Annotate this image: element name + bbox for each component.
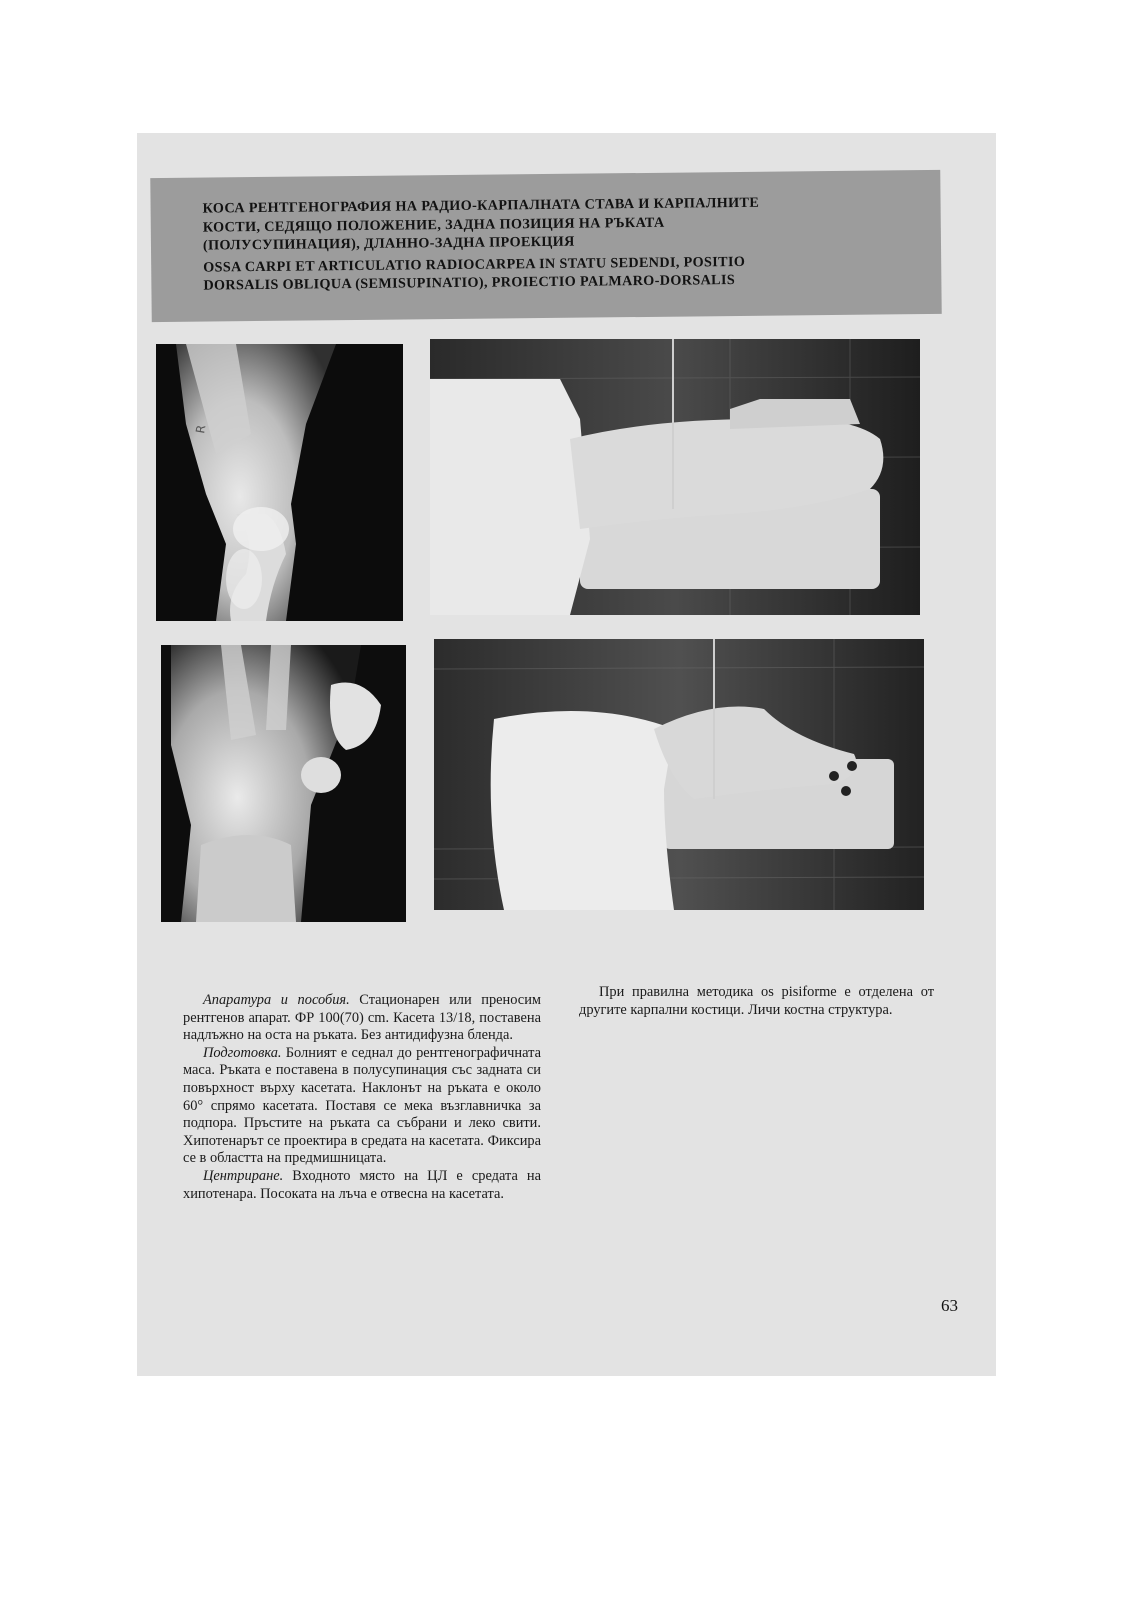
- xray-bottom-image: [161, 645, 406, 922]
- right-column-text: [579, 984, 934, 1019]
- book-page: [137, 133, 996, 1376]
- positioning-photo-top: [430, 339, 920, 615]
- text-equipment: Стационарен или преносим рентгенов апарат. ФР 100(70) cm. Касета 13/18, поставена надлъжно на оста на ръката. Без антидифузна бленда.: [183, 992, 541, 1044]
- xray-top-image: [156, 344, 403, 621]
- page-number: 63: [941, 1296, 958, 1315]
- paragraph-centering: [183, 1168, 541, 1203]
- paragraph-result: При правилна методика os pisiforme е отделена от другите карпални костици. Личи костна структура.: [579, 984, 934, 1018]
- xray-marker-label: R: [193, 423, 209, 435]
- title-bg-line-2: КОСТИ, СЕДЯЩО ПОЛОЖЕНИЕ, ЗАДНА ПОЗИЦИЯ НА РЪКАТА: [202, 214, 665, 236]
- title-box: [150, 170, 941, 322]
- lead-preparation: Подготовка.: [203, 1044, 282, 1061]
- title-bg-line-1: КОСА РЕНТГЕНОГРАФИЯ НА РАДИО-КАРПАЛНАТА СТАВА И КАРПАЛНИТЕ: [202, 194, 760, 217]
- text-preparation: Болният е седнал до рентгенографичната маса. Ръката е поставена в полусупинация със задната си повърхност върху касетата. Наклонът на ръката е около 60° спрямо касетата. Поставя се мека възглавничка за подпора. Пръстите на ръката са събрани и леко свити. Хипотенарът се проектира в средата на касетата. Фиксира се в областта на предмишницата.: [183, 1044, 541, 1167]
- paragraph-preparation: [183, 1045, 541, 1168]
- text-centering: Входното място на ЦЛ е средата на хипотенара. Посоката на лъча е отвесна на касетата.: [183, 1167, 541, 1202]
- paragraph-equipment: [183, 992, 541, 1045]
- title-la-line-1: OSSA CARPI ET ARTICULATIO RADIOCARPEA IN STATU SEDENDI, POSITIO: [203, 253, 746, 276]
- lead-centering: Центриране.: [203, 1167, 284, 1184]
- positioning-photo-bottom: [434, 639, 924, 910]
- title-la-line-2: DORSALIS OBLIQUA (SEMISUPINATIO), PROIECTIO PALMARO-DORSALIS: [203, 272, 736, 294]
- lead-equipment: Апаратура и пособия.: [203, 992, 350, 1008]
- left-column-text: [183, 992, 541, 1203]
- title-bg-line-3: (ПОЛУСУПИНАЦИЯ), ДЛАННО-ЗАДНА ПРОЕКЦИЯ: [202, 233, 575, 254]
